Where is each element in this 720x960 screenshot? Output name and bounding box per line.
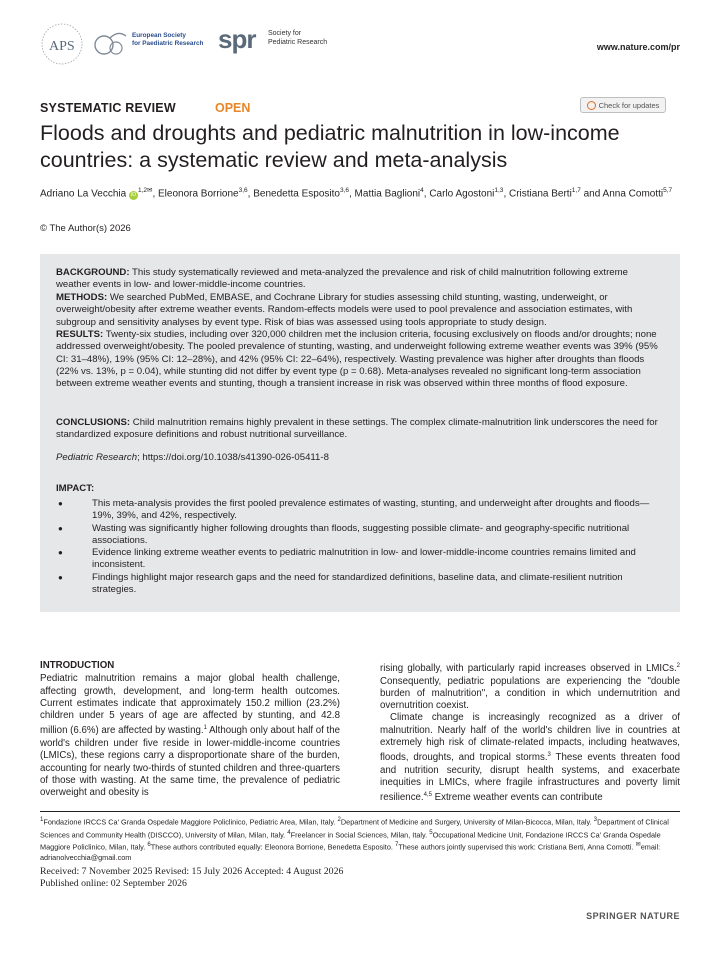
author-name[interactable]: and Anna Comotti — [580, 188, 664, 200]
author-affiliation-sup: 5,7 — [663, 187, 673, 194]
espr-name-line1: European Society — [132, 32, 186, 39]
author-list — [40, 184, 680, 201]
body-column-right — [380, 660, 680, 805]
affiliation-5: Occupational Medicine Unit, Fondazione IRCCS Ca' Granda Ospedale Maggiore Policlinico, Milan, Italy. — [40, 830, 661, 852]
impact-item: ● Wasting was significantly higher following droughts than floods, suggesting possible climate- and geography-specific nutritional associations. — [56, 523, 664, 548]
aps-logo — [40, 22, 90, 66]
check-updates-icon — [587, 101, 596, 110]
abstract-results-label: RESULTS: — [56, 329, 104, 340]
introduction-heading: INTRODUCTION — [40, 660, 115, 671]
spr-name-line2: Pediatric Research — [268, 38, 328, 46]
author-name[interactable]: , Benedetta Esposito — [247, 188, 340, 200]
impact-box — [40, 478, 680, 612]
body-paragraph — [380, 660, 680, 712]
abstract-results-text: Twenty-six studies, including over 320,000 children met the inclusion criteria, focusing exclusively on floods and/or droughts; none addressed overweight/obesity. The pooled prevalence of stunting, wasting, and underweight following extreme weather events was 39% (95% CI: 31–48%), 19% (95% CI: 12–28%), and 42% (95% CI: 22–64%), respectively. Wasting prevalence was higher after droughts than floods (22% vs. 13%, p = 0.04), while stunting did not differ by event type (p = 0.68). Meta-analyses revealed no significant long-term association between extreme weather events and stunting, though a transient increase in risk was observed within three months of flood exposure. — [56, 329, 658, 390]
affiliation-1: Fondazione IRCCS Ca' Granda Ospedale Maggiore Policlinico, Pediatric Area, Milan, Italy. — [43, 817, 338, 827]
impact-list — [56, 498, 664, 596]
author-affiliation-sup: 1,2✉ — [137, 187, 153, 194]
impact-item: ● This meta-analysis provides the first pooled prevalence estimates of wasting, stunting, and underweight after droughts and floods—19%, 39%, and 42%, respectively. — [56, 498, 664, 523]
impact-heading: IMPACT: — [56, 483, 95, 494]
orcid-icon[interactable]: iD — [130, 192, 137, 199]
body-text: Climate change is increasingly recognized as a driver of malnutrition. Nearly half of the world's children live in countries at extremely high risk of climate-related impacts, including heatwaves, floods, droughts, and tropical storms. — [380, 712, 680, 764]
copyright-notice: © The Author(s) 2026 — [40, 223, 131, 234]
abstract-background — [56, 267, 664, 292]
spr-name-line1: Society for — [268, 30, 302, 37]
journal-url-link[interactable]: www.nature.com/pr — [596, 42, 680, 52]
abstract-methods — [56, 292, 664, 329]
citation-journal: Pediatric Research — [56, 452, 138, 463]
body-text: Extreme weather events can contribute — [431, 792, 603, 804]
abstract-methods-text: We searched PubMed, EMBASE, and Cochrane Library for studies assessing child stunting, wasting, underweight, or overweight/obesity after extreme weather events. Random-effects models were used to pool prevalence and association estimates, with subgroup and sensitivity analyses by event type. Risk of bias was assessed using tools appropriate to study design. — [56, 292, 633, 328]
joint-supervision-note: These authors jointly supervised this work: Cristiana Berti, Anna Comotti. — [398, 842, 636, 852]
body-text: Although only about half of the world's children under five reside in lower-middle-income countries (LMICs), these regions carry a disproportionate share of the burden, accounting for nearly two-thirds of stunted children and three-quarters of those with wasting. At the same time, the prevalence of pediatric overweight and obesity is — [40, 725, 340, 799]
impact-item: ● Findings highlight major research gaps and the need for standardized definitions, baseline data, and climate-resilient nutrition strategies. — [56, 572, 664, 597]
abstract-methods-label: METHODS: — [56, 292, 108, 303]
author-affiliation-sup: 3,6 — [339, 187, 349, 194]
author-affiliation-sup: 3,6 — [238, 187, 248, 194]
espr-name-line2: for Paediatric Research — [132, 40, 204, 47]
received-revised-accepted-dates: Received: 7 November 2025 Revised: 15 July 2026 Accepted: 4 August 2026 — [40, 866, 344, 877]
body-text: Pediatric malnutrition remains a major global health challenge, affecting growth, development, and long-term health outcomes. Current estimates indicate that approximately 150.2 million (23.2%) children under 5 years of age are affected by stunting, and 42.8 million (6.6%) are affected by wasting. — [40, 673, 340, 737]
body-text: rising globally, with particularly rapid increases observed in LMICs. — [380, 663, 677, 675]
espr-logo — [92, 26, 212, 62]
citation-line — [56, 452, 329, 463]
affiliation-2: Department of Medicine and Surgery, University of Milan-Bicocca, Milan, Italy. — [340, 817, 594, 827]
abstract-box — [40, 254, 680, 478]
abstract-results — [56, 329, 664, 390]
open-access-badge: OPEN — [215, 101, 251, 115]
impact-item: ● Evidence linking extreme weather events to pediatric malnutrition in low- and lower-middle-income countries remains limited and inconsistent. — [56, 547, 664, 572]
reference-sup[interactable]: 3 — [547, 752, 551, 759]
footnote-divider — [40, 811, 680, 812]
journal-header — [40, 22, 680, 66]
affiliation-4: Freelancer in Social Sciences, Milan, Italy. — [290, 830, 430, 840]
author-name[interactable]: , Eleonora Borrione — [152, 188, 239, 200]
check-updates-label: Check for updates — [598, 100, 660, 110]
author-name[interactable]: , Cristiana Berti — [503, 188, 572, 200]
abstract-background-label: BACKGROUND: — [56, 267, 130, 278]
citation-doi-link[interactable]: ; https://doi.org/10.1038/s41390-026-05411-8 — [137, 452, 329, 463]
affiliations-footnote: $^1$Fondazione IRCCS Ca' Granda Ospedale Maggiore Policlinico, Pediatric Area, Milan, Italy. $^2$Department of Medicine and Surgery, University of Milan-Bicocca, Milan, Italy. $^3$Department of Clinical Sciences and Community Health (DISCCO), University of Milan, Milan, Italy. $^4$Freelancer in Social Sciences, Milan, Italy. $^5$Occupational Medicine Unit, Fondazione IRCCS Ca' Granda Ospedale Maggiore Policlinico, Milan, Italy. $^6$These authors contributed equally: Eleonora Borrione, Benedetta Esposito. $^7$These authors jointly supervised this work: Cristiana Berti, Anna Comotti. ✉email: adrianolvecchia@gmail.com — [40, 816, 669, 862]
affiliation-3: Department of Clinical Sciences and Community Health (DISCCO), University of Milan, Milan, Italy. — [40, 817, 669, 840]
body-paragraph — [380, 712, 680, 805]
author-affiliation-sup: 1,3 — [494, 187, 504, 194]
reference-sup[interactable]: 1 — [203, 725, 207, 732]
body-text: These events threaten food and nutrition security, disrupt health systems, and exacerbate inequities in LMICs, where fragile infrastructures and poverty limit resilience. — [380, 752, 680, 804]
abstract-conclusions-text: Child malnutrition remains highly prevalent in these settings. The complex climate-malnutrition link underscores the need for standardized exposure definitions and robust nutritional surveillance. — [56, 417, 658, 441]
published-online-date: Published online: 02 September 2026 — [40, 878, 187, 889]
publisher-logo: SPRINGER NATURE — [586, 911, 680, 921]
article-type-label: SYSTEMATIC REVIEW — [40, 101, 176, 115]
abstract-background-text: This study systematically reviewed and meta-analyzed the prevalence and risk of child malnutrition following extreme weather events in low- and lower-middle-income countries. — [56, 267, 628, 291]
body-paragraph — [40, 673, 340, 799]
check-for-updates-button[interactable] — [580, 97, 666, 113]
body-text: Consequently, pediatric populations are experiencing the "double burden of malnutrition", a condition in which undernutrition and overnutrition coexist. — [380, 675, 680, 712]
article-title: Floods and droughts and pediatric malnutrition in low-income countries: a systematic review and meta-analysis — [40, 121, 620, 172]
body-column-left — [40, 660, 340, 800]
equal-contribution-note: These authors contributed equally: Eleonora Borrione, Benedetta Esposito. — [150, 842, 395, 852]
spr-logo — [218, 24, 348, 64]
reference-sup[interactable]: 4,5 — [423, 792, 432, 799]
author-name[interactable]: , Carlo Agostoni — [423, 188, 495, 200]
aps-logo-text: APS — [49, 39, 75, 54]
author-name[interactable]: Adriano La Vecchia — [40, 188, 127, 200]
abstract-conclusions-label: CONCLUSIONS: — [56, 417, 131, 428]
corresponding-email-link[interactable]: email: adrianolvecchia@gmail.com — [40, 842, 661, 862]
author-affiliation-sup: 4 — [420, 187, 424, 194]
spr-logo-mark: spr — [218, 24, 256, 54]
reference-sup[interactable]: 2 — [676, 663, 680, 669]
author-name[interactable]: , Mattia Baglioni — [349, 188, 421, 200]
publication-dates — [40, 866, 343, 890]
abstract-conclusions — [56, 417, 664, 442]
author-affiliation-sup: 1,7 — [571, 187, 581, 194]
